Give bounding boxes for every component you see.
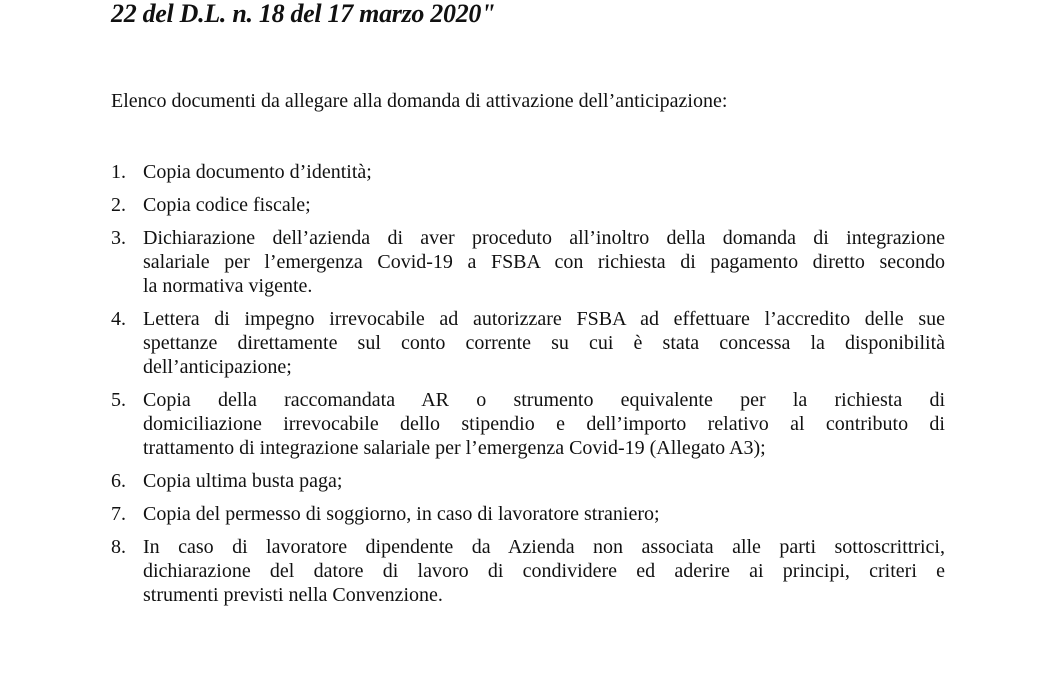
list-item-number: 8. [111,536,126,558]
list-item-line: Lettera di impegno irrevocabile ad autorizzare FSBA ad effettuare l’accredito delle sue [143,308,945,330]
list-item-line: domiciliazione irrevocabile dello stipendio e dell’importo relativo al contributo di [143,413,945,435]
list-item [111,469,945,493]
list-item-text [143,307,945,379]
list-item-number: 7. [111,503,126,525]
list-item-text [143,469,945,493]
list-item-text [143,502,945,526]
intro-paragraph: Elenco documenti da allegare alla domanda di attivazione dell’anticipazione: [111,90,728,112]
list-item-text [143,226,945,298]
list-item [111,307,945,379]
list-item-line: dichiarazione del datore di lavoro di condividere ed aderire ai principi, criteri e [143,560,945,582]
list-item-line: spettanze direttamente sul conto corrente su cui è stata concessa la disponibilità [143,332,945,354]
list-item-number: 2. [111,194,126,216]
documents-list [111,160,945,616]
heading-fragment: 22 del D.L. n. 18 del 17 marzo 2020" [111,0,496,28]
list-item-line: Copia documento d’identità; [143,161,372,183]
list-item [111,160,945,184]
list-item-line: Copia codice fiscale; [143,194,311,216]
list-item-number: 3. [111,227,126,249]
list-item-number: 1. [111,161,126,183]
list-item-number: 4. [111,308,126,330]
list-item [111,226,945,298]
list-item [111,535,945,607]
list-item-line: Copia della raccomandata AR o strumento equivalente per la richiesta di [143,389,945,411]
list-item-line: dell’anticipazione; [143,356,292,378]
list-item-line: salariale per l’emergenza Covid-19 a FSBA con richiesta di pagamento diretto secondo [143,251,945,273]
list-item-line: Dichiarazione dell’azienda di aver proceduto all’inoltro della domanda di integrazione [143,227,945,249]
list-item-text [143,193,945,217]
list-item-line: strumenti previsti nella Convenzione. [143,584,443,606]
list-item-number: 5. [111,389,126,411]
list-item [111,388,945,460]
list-item [111,193,945,217]
list-item-text [143,388,945,460]
list-item-number: 6. [111,470,126,492]
list-item-line: Copia ultima busta paga; [143,470,343,492]
list-item-line: trattamento di integrazione salariale per l’emergenza Covid-19 (Allegato A3); [143,437,766,459]
list-item-line: la normativa vigente. [143,275,313,297]
list-item-line: In caso di lavoratore dipendente da Azienda non associata alle parti sottoscrittrici, [143,536,945,558]
list-item-line: Copia del permesso di soggiorno, in caso di lavoratore straniero; [143,503,660,525]
list-item-text [143,535,945,607]
list-item-text [143,160,945,184]
list-item [111,502,945,526]
